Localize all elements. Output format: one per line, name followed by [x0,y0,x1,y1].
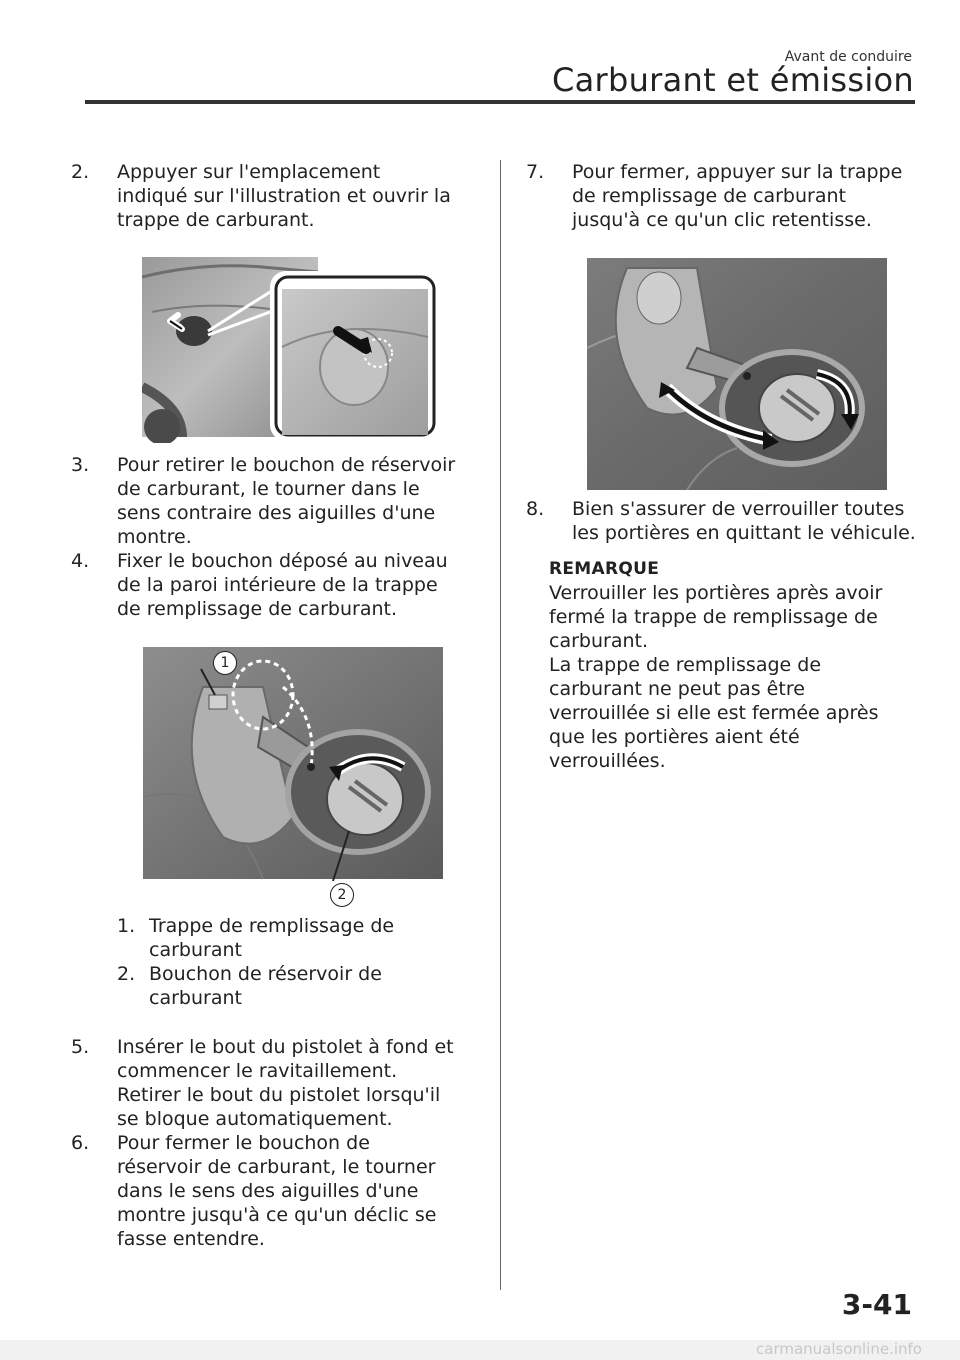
step-line: dans le sens des aiguilles d'une [117,1180,419,1202]
step-line: montre jusqu'à ce qu'un déclic se [117,1204,437,1226]
fuel-cap-illustration [143,647,443,907]
fuel-door-close-illustration [587,258,887,490]
legend-line: Trappe de remplissage de [149,915,395,937]
legend-item-1 [117,914,477,962]
column-divider [500,160,501,1290]
note-line: carburant. [549,630,648,652]
note-title: REMARQUE [549,559,660,579]
illustration-fuel-door-close [587,258,887,490]
step-line: Retirer le bout du pistolet lorsqu'il [117,1084,441,1106]
note-line: Verrouiller les portières après avoir [549,582,883,604]
step-line: réservoir de carburant, le tourner [117,1156,436,1178]
step-3 [71,453,491,549]
section-label: Avant de conduire [784,49,912,65]
note-line: carburant ne peut pas être [549,678,805,700]
step-7 [526,160,926,232]
step-5 [71,1035,491,1131]
page-number: 3-41 [841,1288,912,1321]
legend-number: 1. [117,915,136,937]
step-line: Insérer le bout du pistolet à fond et [117,1036,454,1058]
note-line: verrouillées. [549,750,666,772]
step-line: Appuyer sur l'emplacement [117,161,381,183]
illustration-fuel-cap [143,647,443,907]
footer-bar [0,1340,960,1360]
step-line: jusqu'à ce qu'un clic retentisse. [572,209,872,231]
note-line: que les portières aient été [549,726,800,748]
step-line: de la paroi intérieure de la trappe [117,574,438,596]
note-block [549,557,919,773]
header-rule [85,100,915,104]
step-line: fasse entendre. [117,1228,265,1250]
step-8 [526,497,926,545]
legend-line: carburant [149,939,242,961]
legend-item-2 [117,962,477,1010]
callout-1-marker: 1 [213,651,237,675]
legend-line: carburant [149,987,242,1009]
step-6 [71,1131,491,1251]
step-line: de carburant, le tourner dans le [117,478,420,500]
step-number: 2. [71,161,90,183]
car-side-illustration [142,257,442,443]
step-line: montre. [117,526,192,548]
step-4 [71,549,491,621]
step-number: 6. [71,1132,90,1154]
step-line: trappe de carburant. [117,209,315,231]
step-line: se bloque automatiquement. [117,1108,393,1130]
step-number: 3. [71,454,90,476]
illustration-fuel-door-open [142,257,442,443]
step-number: 8. [526,498,545,520]
note-line: fermé la trappe de remplissage de [549,606,878,628]
step-number: 7. [526,161,545,183]
footer-watermark: carmanualsonline.info [756,1340,922,1358]
note-line: verrouillée si elle est fermée après [549,702,879,724]
step-line: de remplissage de carburant. [117,598,398,620]
callout-2-marker: 2 [330,883,354,907]
step-line: Pour retirer le bouchon de réservoir [117,454,456,476]
step-line: Fixer le bouchon déposé au niveau [117,550,448,572]
legend-line: Bouchon de réservoir de [149,963,382,985]
legend-number: 2. [117,963,136,985]
page-title: Carburant et émission [551,61,914,99]
step-line: de remplissage de carburant [572,185,846,207]
note-line: La trappe de remplissage de [549,654,822,676]
step-number: 4. [71,550,90,572]
step-line: Bien s'assurer de verrouiller toutes [572,498,905,520]
step-line: les portières en quittant le véhicule. [572,522,916,544]
step-2 [71,160,491,232]
step-line: indiqué sur l'illustration et ouvrir la [117,185,451,207]
step-line: Pour fermer le bouchon de [117,1132,370,1154]
step-line: Pour fermer, appuyer sur la trappe [572,161,903,183]
step-line: sens contraire des aiguilles d'une [117,502,436,524]
step-line: commencer le ravitaillement. [117,1060,398,1082]
step-number: 5. [71,1036,90,1058]
